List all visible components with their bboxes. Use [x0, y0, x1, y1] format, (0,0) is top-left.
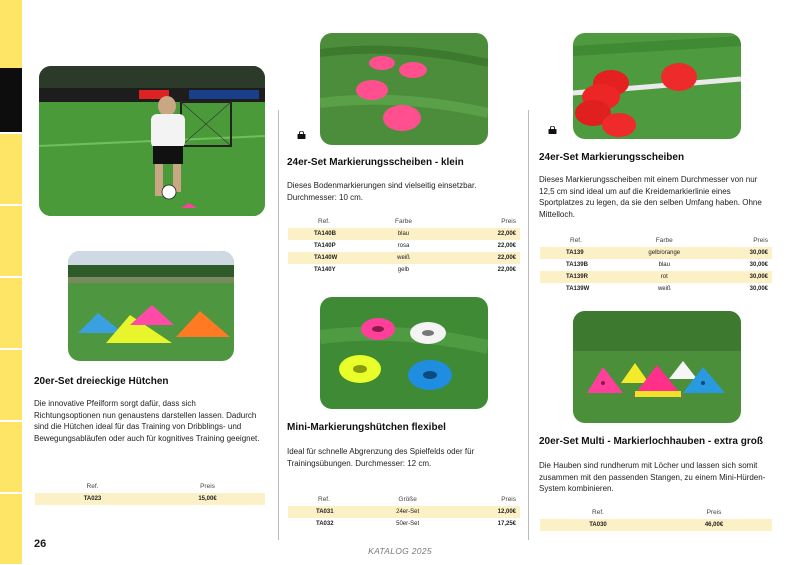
cell-ref: TA032 — [316, 521, 334, 527]
cell-ref: TA140B — [288, 228, 366, 240]
table-row — [288, 228, 520, 240]
product-description-multi: Die Hauben sind rundherum mit Löcher und lassen sich somit zusammen mit den passenden Stangen, zu einem Mini-Hürden-System kombinieren. — [539, 461, 766, 493]
cell-ref: TA139 — [540, 247, 618, 259]
product-title-klein: 24er-Set Markierungsscheiben - klein — [287, 157, 464, 168]
cell-color: blau — [366, 228, 441, 240]
cell-size: 24er-Set — [366, 506, 449, 518]
price-table-mini — [288, 493, 520, 530]
column-divider — [528, 110, 529, 540]
column-header-price: Preis — [200, 483, 215, 490]
product-description-scheiben: Dieses Markierungsscheiben mit einem Durchmesser von nur 12,5 cm sind ideal um auf die Kreidemarkierlinie eines Sportplatzes zu legen, da sie den selben Umfang haben. Ohne Mittelloch. — [539, 175, 762, 219]
column-header-ref: Ref. — [592, 509, 604, 516]
cell-size: 50er-Set — [396, 521, 420, 527]
cell-ref: TA140P — [314, 243, 336, 249]
column-header-size: Größe — [398, 496, 417, 503]
cell-ref: TA031 — [288, 506, 366, 518]
table-header — [288, 493, 520, 506]
chapter-tab-active[interactable] — [0, 68, 22, 134]
product-description-mini: Ideal für schnelle Abgrenzung des Spielfelds oder für Trainingsübungen. Durchmesser: 12 cm. — [287, 447, 475, 468]
product-photo-multi-hauben — [573, 311, 741, 423]
chapter-tab[interactable] — [0, 352, 22, 422]
column-header-ref: Ref. — [318, 218, 330, 225]
column-header-color: Farbe — [394, 218, 412, 225]
cell-price: 30,00€ — [711, 247, 772, 259]
column-header-price: Preis — [501, 218, 516, 225]
cell-price: 22,00€ — [497, 267, 516, 273]
cell-ref: TA030 — [540, 519, 656, 531]
cell-price: 22,00€ — [441, 252, 520, 264]
price-table-dreieckig — [35, 480, 265, 505]
table-row — [540, 247, 772, 259]
table-row — [540, 271, 772, 283]
column-header-price: Preis — [501, 496, 516, 503]
shopping-bag-icon — [548, 126, 557, 134]
table-row — [288, 518, 520, 530]
column-header-ref: Ref. — [570, 237, 582, 244]
cell-price: 30,00€ — [711, 271, 772, 283]
table-row — [540, 259, 772, 271]
cell-ref: TA139W — [566, 286, 590, 292]
product-photo-triangle-cones — [68, 251, 234, 361]
table-row — [288, 264, 520, 276]
cell-price: 22,00€ — [497, 243, 516, 249]
product-description-dreieckig: Die innovative Pfeilform sorgt dafür, dass sich Richtungsoptionen nun genaustens darstellen lassen. Dadurch sind die Hütchen ideal für das Training von Dribblings- und Bewegungsabläufen oder auch für kognitives Training geeignet. — [34, 399, 260, 443]
product-title-mini: Mini-Markierungshütchen flexibel — [287, 422, 446, 433]
cell-price: 46,00€ — [656, 519, 772, 531]
chapter-tab[interactable] — [0, 424, 22, 494]
cell-color: blau — [658, 262, 670, 268]
cell-ref: TA023 — [35, 493, 150, 505]
cell-ref: TA140W — [288, 252, 366, 264]
cell-price: 22,00€ — [441, 228, 520, 240]
column-header-color: Farbe — [655, 237, 673, 244]
column-divider — [278, 110, 279, 540]
cell-color: rosa — [397, 243, 410, 249]
cell-price: 30,00€ — [749, 262, 768, 268]
product-photo-pink-discs — [320, 33, 488, 145]
table-row — [540, 283, 772, 295]
column-header-ref: Ref. — [318, 496, 330, 503]
table-header — [540, 506, 772, 519]
cell-price: 17,25€ — [497, 521, 516, 527]
cell-ref: TA140Y — [314, 267, 336, 273]
page-number: 26 — [34, 538, 47, 550]
chapter-tab[interactable] — [0, 0, 22, 70]
product-photo-mini-cones — [320, 297, 488, 409]
cell-color: rot — [618, 271, 711, 283]
cell-color: weiß — [657, 286, 671, 292]
cell-color: weiß — [366, 252, 441, 264]
cell-color: gelb — [397, 267, 410, 273]
cell-price: 30,00€ — [749, 286, 768, 292]
column-header-ref: Ref. — [86, 483, 99, 490]
table-row — [35, 493, 265, 505]
price-table-multi — [540, 506, 772, 531]
table-row — [288, 252, 520, 264]
product-title-dreieckig: 20er-Set dreieckige Hütchen — [34, 376, 169, 387]
table-row — [288, 240, 520, 252]
table-header — [35, 480, 265, 493]
product-title-scheiben: 24er-Set Markierungsscheiben — [539, 152, 685, 163]
catalog-footer: KATALOG 2025 — [368, 546, 432, 556]
cell-price: 15,00€ — [150, 493, 265, 505]
chapter-tab-strip — [0, 0, 22, 565]
column-header-price: Preis — [753, 237, 768, 244]
table-header — [288, 215, 520, 228]
product-description-klein: Dieses Bodenmarkierungen sind vielseitig einsetzbar. Durchmesser: 10 cm. — [287, 181, 477, 202]
price-table-scheiben — [540, 234, 772, 295]
product-photo-red-discs — [573, 33, 741, 139]
product-title-multi: 20er-Set Multi - Markierlochhauben - extra groß — [539, 436, 763, 447]
table-header — [540, 234, 772, 247]
product-photo-training-player — [39, 66, 265, 216]
cell-ref: TA139R — [540, 271, 618, 283]
chapter-tab[interactable] — [0, 208, 22, 278]
cell-price: 12,00€ — [449, 506, 520, 518]
column-header-price: Preis — [706, 509, 722, 516]
cell-color: gelb/orange — [618, 247, 711, 259]
price-table-klein — [288, 215, 520, 276]
chapter-tab[interactable] — [0, 136, 22, 206]
cell-ref: TA139B — [566, 262, 588, 268]
chapter-tab[interactable] — [0, 280, 22, 350]
table-row — [540, 519, 772, 531]
table-row — [288, 506, 520, 518]
shopping-bag-icon — [297, 131, 306, 139]
